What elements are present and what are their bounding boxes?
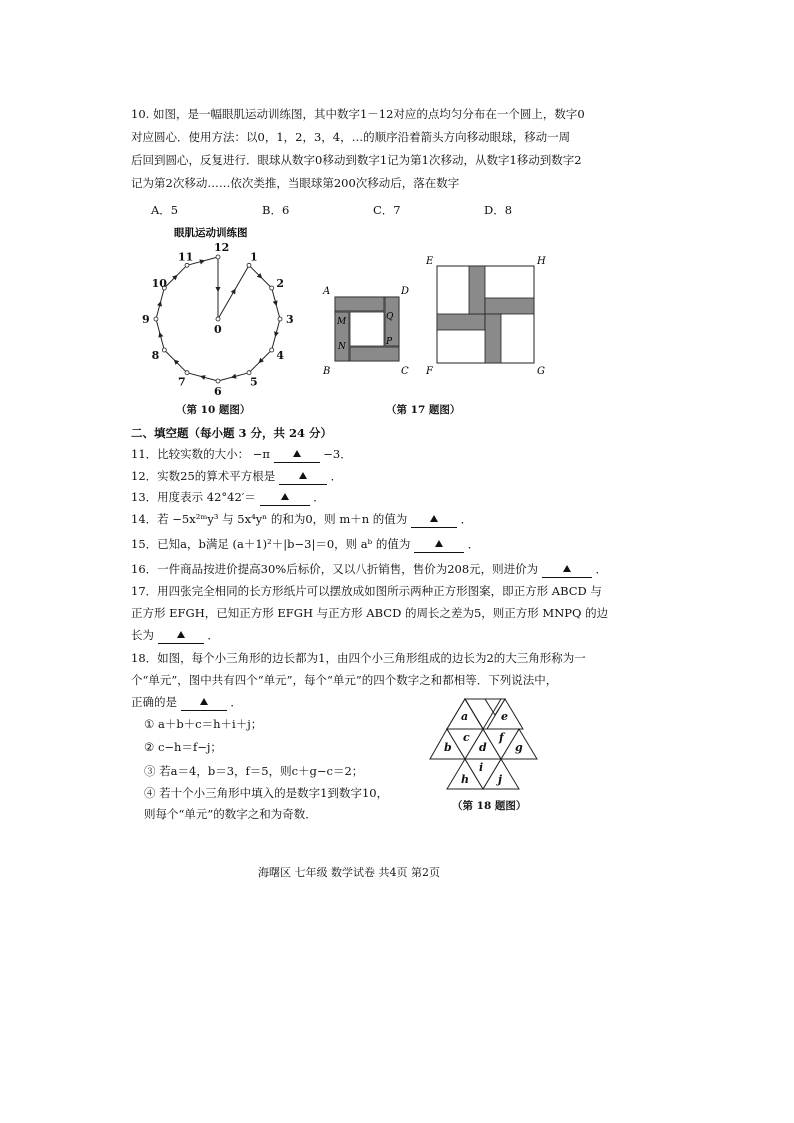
cell-c: c xyxy=(463,731,470,744)
point-dot xyxy=(154,317,158,321)
q18-text: 正确的是 xyxy=(131,695,177,709)
point-label-6: 6 xyxy=(214,385,222,398)
label-g: G xyxy=(537,366,545,377)
point-label-10: 10 xyxy=(151,277,167,290)
q17-text: 长为 xyxy=(131,628,154,642)
point-dot xyxy=(216,317,220,321)
triangle-marker-icon xyxy=(293,450,301,457)
q13-post: ． xyxy=(313,490,325,504)
label-d: D xyxy=(401,286,410,297)
arrow-icon xyxy=(232,375,236,378)
q18-item-3: ③ 若a＝4，b＝3，f＝5，则c＋g−c＝2； xyxy=(144,764,364,778)
cell-j: j xyxy=(498,773,502,786)
arrow-icon xyxy=(216,288,219,292)
q13-text: 13．用度表示 42°42′＝ xyxy=(131,490,256,504)
triangle-marker-icon xyxy=(177,631,185,638)
point-label-11: 11 xyxy=(178,250,194,264)
point-dot xyxy=(162,348,166,352)
arrow-icon xyxy=(159,333,162,337)
figure-18 xyxy=(428,693,546,793)
q12-post: ． xyxy=(330,469,343,483)
q13 xyxy=(131,490,325,506)
label-a: A xyxy=(323,286,331,297)
cell-b: b xyxy=(444,741,452,754)
q10-line-4: 记为第2次移动……依次类推，当眼球第200次移动后，落在数字 xyxy=(131,176,460,190)
q16-post: ． xyxy=(595,562,607,576)
q18-blank[interactable] xyxy=(181,698,227,711)
figure-10 xyxy=(140,222,295,400)
q15-text: 15．已知a，b满足 (a＋1)²＋|b−3|＝0，则 aᵇ 的值为 xyxy=(131,537,411,551)
q18-line-3 xyxy=(131,695,242,711)
figure-17-caption: （第 17 题图） xyxy=(386,404,461,416)
point-dot xyxy=(247,371,251,375)
q10-option-a: A．5 xyxy=(151,203,179,217)
q11 xyxy=(131,447,352,463)
arrow-icon xyxy=(275,332,278,336)
q18-item-4: ④ 若十个小三角形中填入的是数字1到数字10， xyxy=(144,786,389,800)
q18-item-2: ② c−h＝f−j； xyxy=(144,740,222,754)
q16-text: 16．一件商品按进价提高30%后标价，又以八折销售，售价为208元，则进价为 xyxy=(131,562,539,576)
label-b: B xyxy=(323,366,331,377)
point-label-0: 0 xyxy=(214,323,222,336)
point-label-5: 5 xyxy=(250,375,258,389)
point-dot xyxy=(185,263,189,267)
triangle-marker-icon xyxy=(281,493,289,500)
triangle-marker-icon xyxy=(563,565,571,572)
label-n: N xyxy=(338,342,346,352)
page-footer: 海曙区 七年级 数学试卷 共4页 第2页 xyxy=(258,866,440,879)
q18-line-2: 个“单元”，图中共有四个“单元”，每个“单元”的四个数字之和都相等．下列说法中， xyxy=(131,673,558,687)
figure-17 xyxy=(315,252,550,382)
q11-post: −3． xyxy=(323,447,352,461)
q12-text: 12．实数25的算术平方根是 xyxy=(131,469,276,483)
q10-line-1: 10. 如图，是一幅眼肌运动训练图，其中数字1－12对应的点均匀分布在一个圆上，数字0 xyxy=(131,107,585,121)
q10-option-c: C．7 xyxy=(373,203,401,217)
label-h: H xyxy=(537,256,546,267)
q10-line-3: 后回到圆心，反复进行．眼球从数字0移动到数字1记为第1次移动，从数字1移动到数字2 xyxy=(131,153,582,167)
cell-g: g xyxy=(515,741,523,754)
q14-text: 14．若 −5x²ᵐy³ 与 5x⁴yⁿ 的和为0，则 m＋n 的值为 xyxy=(131,512,408,526)
q10-option-d: D．8 xyxy=(484,203,513,217)
q18-item-1: ① a＋b＋c＝h＋i＋j； xyxy=(144,717,263,731)
point-dot xyxy=(185,371,189,375)
q18-post: ． xyxy=(230,695,242,709)
q17-line-3 xyxy=(131,628,219,644)
q14-post: ． xyxy=(460,512,473,526)
q18-line-1: 18．如图，每个小三角形的边长都为1，由四个小三角形组成的边长为2的大三角形称为一 xyxy=(131,651,586,665)
point-label-2: 2 xyxy=(276,277,285,290)
arrow-icon xyxy=(158,302,161,306)
point-label-8: 8 xyxy=(151,349,160,362)
arrow-icon xyxy=(274,301,277,305)
label-q: Q xyxy=(386,312,394,322)
q16 xyxy=(131,562,607,578)
cell-f: f xyxy=(499,731,504,744)
section-2-title: 二、填空题（每小题 3 分，共 24 分） xyxy=(131,426,333,440)
q15-blank[interactable] xyxy=(414,540,464,553)
arrow-icon xyxy=(232,290,235,294)
q17-blank[interactable] xyxy=(158,631,204,644)
point-label-12: 12 xyxy=(214,241,230,254)
point-dot xyxy=(216,379,220,383)
point-label-7: 7 xyxy=(178,375,186,389)
triangle-marker-icon xyxy=(299,472,307,479)
label-m: M xyxy=(337,317,347,327)
q10-option-b: B．6 xyxy=(262,203,290,217)
q18-item-4-cont: 则每个“单元”的数字之和为奇数． xyxy=(144,807,317,821)
q14-blank[interactable] xyxy=(411,515,457,528)
cell-d: d xyxy=(479,741,487,754)
q15-post: ． xyxy=(467,537,480,551)
point-label-4: 4 xyxy=(276,349,285,362)
triangle-marker-icon xyxy=(430,515,438,522)
q12-blank[interactable] xyxy=(279,472,327,485)
q17-post: ． xyxy=(207,628,219,642)
q10-line-2: 对应圆心．使用方法：以0，1，2，3，4，…的顺序沿着箭头方向移动眼球，移动一周 xyxy=(131,130,571,144)
point-label-3: 3 xyxy=(286,313,294,326)
q13-blank[interactable] xyxy=(260,493,310,506)
cell-h: h xyxy=(461,773,469,786)
figure-10-title: 眼肌运动训练图 xyxy=(174,227,248,239)
point-label-9: 9 xyxy=(142,313,150,326)
point-dot xyxy=(270,348,274,352)
point-dot xyxy=(270,286,274,290)
arrow-icon xyxy=(200,260,204,263)
q17-line-1: 17．用四张完全相同的长方形纸片可以摆放成如图所示两种正方形图案，即正方形 ABCD 与 xyxy=(131,584,602,598)
q17-line-2: 正方形 EFGH，已知正方形 EFGH 与正方形 ABCD 的周长之差为5，则正方形 MNPQ 的边 xyxy=(131,606,609,620)
triangle-marker-icon xyxy=(435,540,443,547)
point-dot xyxy=(247,263,251,267)
q11-blank[interactable] xyxy=(274,450,320,463)
cell-e: e xyxy=(501,710,508,723)
figure-18-caption: （第 18 题图） xyxy=(452,800,527,812)
label-f: F xyxy=(426,366,433,377)
label-p: P xyxy=(386,337,393,347)
point-dot xyxy=(278,317,282,321)
label-e: E xyxy=(426,256,434,267)
q14 xyxy=(131,512,472,528)
q15 xyxy=(131,537,479,553)
cell-i: i xyxy=(479,761,484,774)
point-label-1: 1 xyxy=(250,250,258,264)
square-mnpq xyxy=(350,312,384,346)
arrow-icon xyxy=(201,376,205,379)
cell-a: a xyxy=(461,710,469,723)
figure-10-caption: （第 10 题图） xyxy=(176,404,251,416)
triangle-marker-icon xyxy=(200,698,208,705)
point-dot xyxy=(216,255,220,259)
q12 xyxy=(131,469,342,485)
label-c: C xyxy=(401,366,409,377)
q11-text: 11．比较实数的大小： −π xyxy=(131,447,270,461)
q16-blank[interactable] xyxy=(542,565,592,578)
